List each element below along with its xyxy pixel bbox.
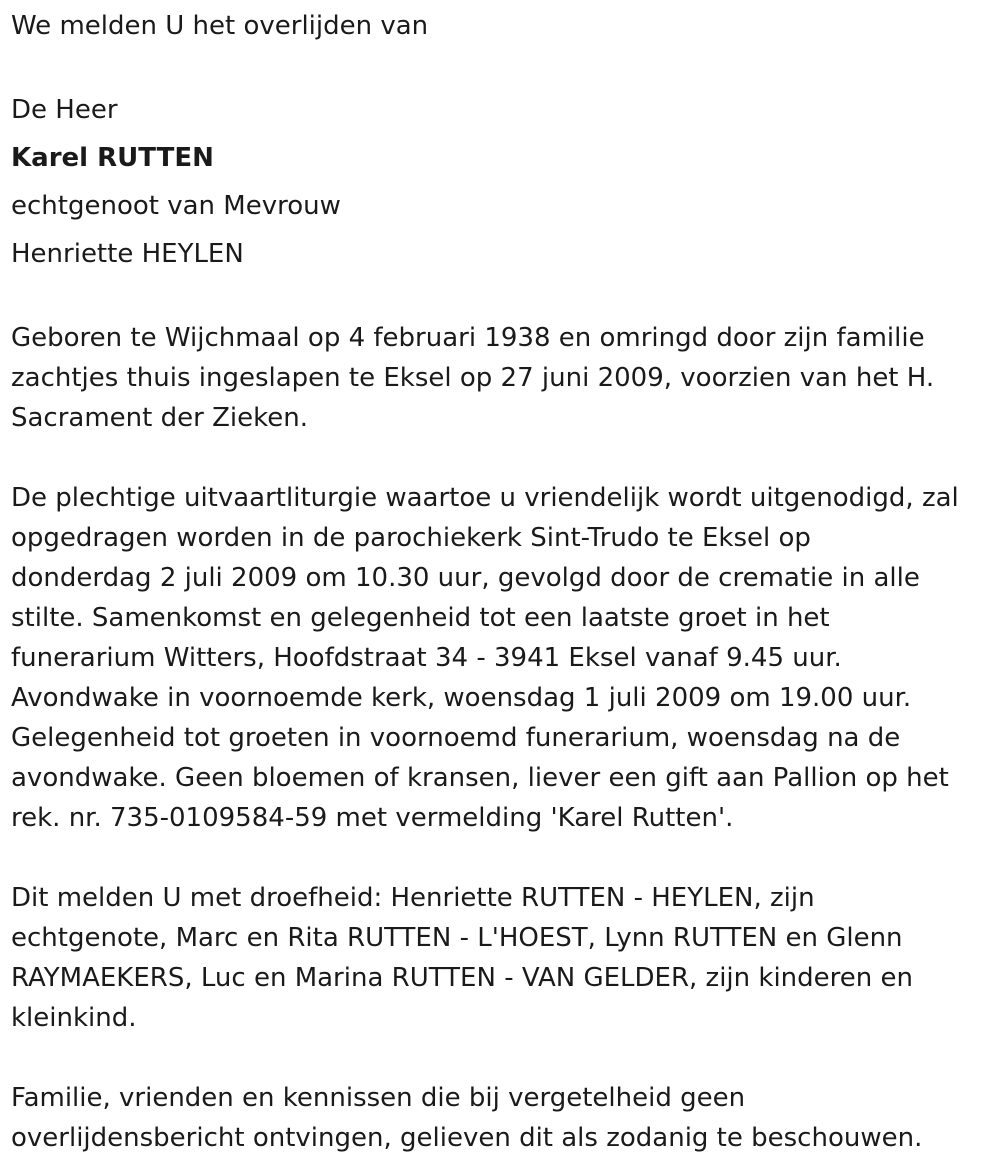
paragraph-line: Geboren te Wijchmaal op 4 februari 1938 en omringd door zijn familie <box>11 323 925 353</box>
spacer <box>11 278 996 318</box>
paragraph-line: kleinkind. <box>11 1003 137 1033</box>
paragraph-line: Familie, vrienden en kennissen die bij vergetelheid geen <box>11 1083 746 1113</box>
spacer <box>11 438 996 478</box>
paragraph-line: donderdag 2 juli 2009 om 10.30 uur, gevolgd door de crematie in alle <box>11 563 920 593</box>
birth-paragraph <box>11 318 996 438</box>
paragraph-line: echtgenote, Marc en Rita RUTTEN - L'HOEST, Lynn RUTTEN en Glenn <box>11 923 903 953</box>
death-notice <box>11 6 996 1158</box>
paragraph-line: stilte. Samenkomst en gelegenheid tot een laatste groet in het <box>11 603 830 633</box>
paragraph-line: RAYMAEKERS, Luc en Marina RUTTEN - VAN GELDER, zijn kinderen en <box>11 963 913 993</box>
spacer <box>11 46 996 86</box>
spouse-name: Henriette HEYLEN <box>11 239 244 269</box>
paragraph-line: avondwake. Geen bloemen of kransen, liever een gift aan Pallion op het <box>11 763 949 793</box>
paragraph-line: overlijdensbericht ontvingen, gelieven dit als zodanig te beschouwen. <box>11 1123 923 1153</box>
paragraph-line: funerarium Witters, Hoofdstraat 34 - 3941 Eksel vanaf 9.45 uur. <box>11 643 842 673</box>
paragraph-line: opgedragen worden in de parochiekerk Sint-Trudo te Eksel op <box>11 523 811 553</box>
closing-paragraph <box>11 1078 996 1158</box>
family-paragraph <box>11 878 996 1038</box>
paragraph-line: Avondwake in voornoemde kerk, woensdag 1 juli 2009 om 19.00 uur. <box>11 683 912 713</box>
paragraph-line: Dit melden U met droefheid: Henriette RUTTEN - HEYLEN, zijn <box>11 883 815 913</box>
paragraph-line: Sacrament der Zieken. <box>11 403 308 433</box>
spacer <box>11 1038 996 1078</box>
spacer <box>11 838 996 878</box>
funeral-paragraph <box>11 478 996 838</box>
spouse-prefix: echtgenoot van Mevrouw <box>11 191 341 221</box>
intro-text: We melden U het overlijden van <box>11 11 429 41</box>
paragraph-line: Gelegenheid tot groeten in voornoemd funerarium, woensdag na de <box>11 723 901 753</box>
paragraph-line: rek. nr. 735-0109584-59 met vermelding 'Karel Rutten'. <box>11 803 734 833</box>
deceased-name: Karel RUTTEN <box>11 143 214 173</box>
paragraph-line: De plechtige uitvaartliturgie waartoe u vriendelijk wordt uitgenodigd, zal <box>11 483 959 513</box>
title-prefix: De Heer <box>11 95 118 125</box>
paragraph-line: zachtjes thuis ingeslapen te Eksel op 27 juni 2009, voorzien van het H. <box>11 363 935 393</box>
